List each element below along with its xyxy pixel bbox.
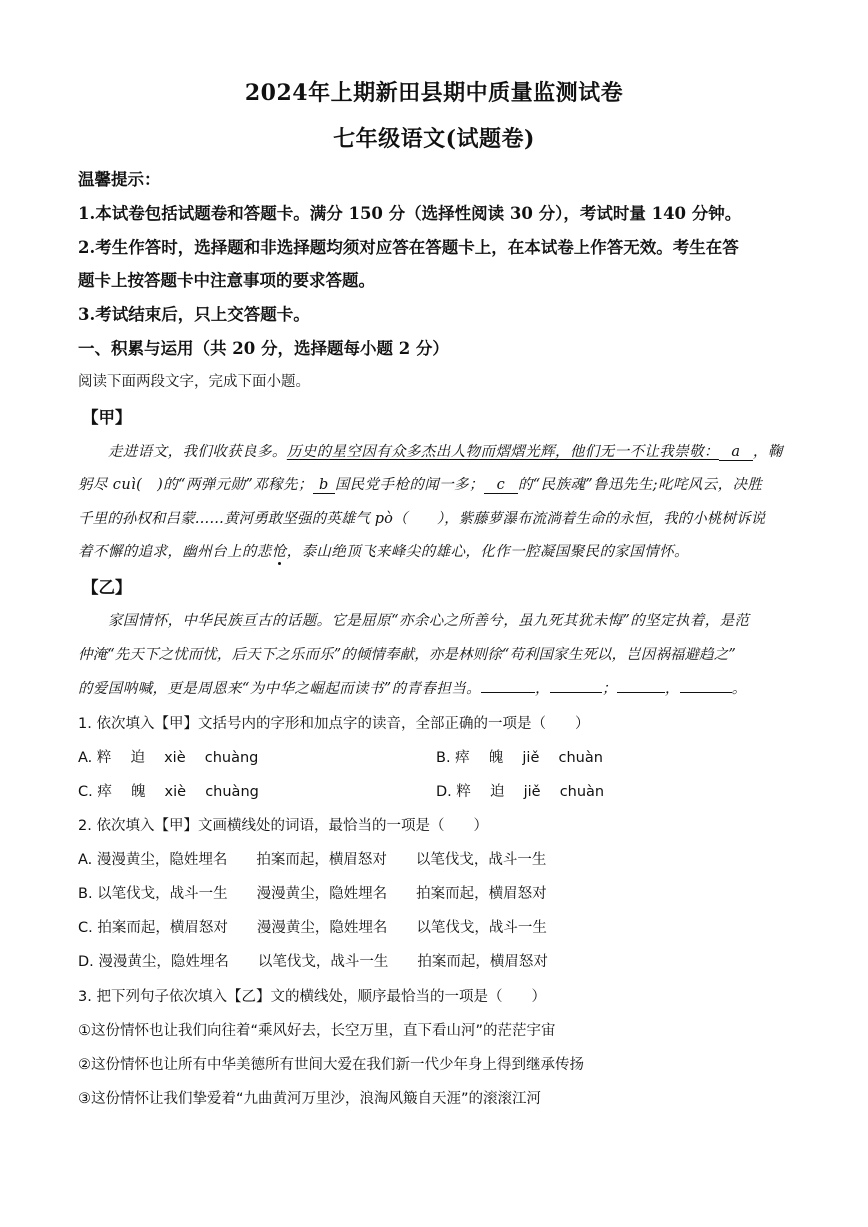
yi-sep-2: ； — [601, 681, 617, 697]
jia-l1-pre: 走进语文，我们收获良多。 — [108, 444, 287, 460]
yi-end: 。 — [731, 681, 747, 697]
q2-option-c[interactable]: C. 拍案而起，横眉怒对 漫漫黄尘，隐姓埋名 以笔伐戈，战斗一生 — [78, 920, 547, 936]
jia-l4-pre: 着不懈的追求，幽州台上的悲 — [78, 544, 272, 560]
jia-l2-a: 躬尽 cuì( )的“两弹元勋”邓稼先； — [78, 477, 313, 493]
jia-l1-post: ，鞠 — [752, 444, 783, 460]
jia-l1-underlined: 历史的星空因有众多杰出人物而熠熠光辉，他们无一不让我崇敬： — [286, 444, 719, 460]
exam-title: 2024年上期新田县期中质量监测试卷 — [244, 80, 624, 106]
passage-yi-line-2: 仲淹“先天下之忧而忧，后天下之乐而乐”的倾情奉献，亦是林则徐“苟利国家生死以，岂因祸福避趋之” — [78, 647, 736, 663]
jia-l4-post: ，泰山绝顶飞来峰尖的雄心，化作一腔凝国聚民的家国情怀。 — [286, 544, 689, 560]
yi-blank-2 — [550, 692, 602, 693]
notice-item-3: 3.考试结束后，只上交答题卡。 — [78, 305, 310, 324]
notice-item-2a: 2.考生作答时，选择题和非选择题均须对应答在答题卡上，在本试卷上作答无效。考生在答 — [78, 238, 739, 257]
notice-item-1: 1.本试卷包括试题卷和答题卡。满分 150 分（选择性阅读 30 分），考试时量 140 分钟。 — [78, 204, 742, 223]
passage-jia-line-3: 千里的孙权和吕蒙……黄河勇敢坚强的英雄气 pò（ ），紫藤萝瀑布流淌着生命的永恒，我的小桃树诉说 — [78, 511, 766, 527]
yi-blank-3 — [617, 692, 665, 693]
notice-item-2b: 题卡上按答题卡中注意事项的要求答题。 — [78, 271, 375, 290]
passage-yi-line-3 — [78, 677, 790, 698]
q1-option-a[interactable]: A. 粹 迫 xiè chuàng — [78, 750, 259, 766]
q1-stem: 1. 依次填入【甲】文括号内的字形和加点字的读音，全部正确的一项是（ ） — [78, 716, 590, 732]
section-intro: 阅读下面两段文字，完成下面小题。 — [78, 374, 310, 390]
notice-heading: 温馨提示： — [78, 170, 161, 189]
q1-option-b[interactable]: B. 瘁 魄 jiě chuàn — [436, 750, 603, 766]
q1-option-c[interactable]: C. 瘁 魄 xiè chuàng — [78, 784, 259, 800]
q2-option-d[interactable]: D. 漫漫黄尘，隐姓埋名 以笔伐戈，战斗一生 拍案而起，横眉怒对 — [78, 954, 548, 970]
yi-blank-1 — [481, 692, 535, 693]
exam-subtitle: 七年级语文(试题卷) — [333, 126, 535, 152]
yi-sep-3: ， — [664, 681, 680, 697]
jia-l4-dotted-char: 怆 — [271, 544, 287, 560]
passage-jia-label: 【甲】 — [82, 408, 132, 427]
q2-stem: 2. 依次填入【甲】文画横线处的词语，最恰当的一项是（ ） — [78, 818, 488, 834]
passage-jia-line-2 — [78, 473, 790, 494]
passage-yi-line-1: 家国情怀，中华民族亘古的话题。它是屈原“亦余心之所善兮，虽九死其犹未悔”的坚定执着，是范 — [108, 613, 750, 629]
q1-option-d[interactable]: D. 粹 迫 jiě chuàn — [436, 784, 605, 800]
q3-sentence-3: ③这份情怀让我们挚爱着“九曲黄河万里沙，浪淘风簸自天涯”的滚滚江河 — [78, 1091, 542, 1107]
yi-sep-1: ， — [535, 681, 550, 697]
passage-jia-line-1 — [108, 440, 820, 461]
blank-a: a — [719, 444, 753, 461]
q3-stem: 3. 把下列句子依次填入【乙】文的横线处，顺序最恰当的一项是（ ） — [78, 989, 546, 1005]
q3-sentence-1: ①这份情怀也让我们向往着“乘风好去，长空万里，直下看山河”的茫茫宇宙 — [78, 1023, 556, 1039]
yi-blank-4 — [680, 692, 732, 693]
q3-sentence-2: ②这份情怀也让所有中华美德所有世间大爱在我们新一代少年身上得到继承传扬 — [78, 1057, 584, 1073]
yi-l3-text: 的爱国呐喊，更是周恩来“为中华之崛起而读书”的青春担当。 — [78, 681, 482, 697]
q2-option-b[interactable]: B. 以笔伐戈，战斗一生 漫漫黄尘，隐姓埋名 拍案而起，横眉怒对 — [78, 886, 547, 902]
passage-jia-line-4 — [78, 540, 790, 561]
passage-yi-label: 【乙】 — [82, 578, 132, 597]
blank-c: c — [484, 477, 518, 494]
q2-option-a[interactable]: A. 漫漫黄尘，隐姓埋名 拍案而起，横眉怒对 以笔伐戈，战斗一生 — [78, 852, 547, 868]
jia-l2-c-pre: 国民党手枪的闻一多； — [334, 477, 484, 493]
section-heading: 一、积累与运用（共 20 分，选择题每小题 2 分） — [78, 339, 449, 358]
jia-l2-post: 的“民族魂”鲁迅先生;叱咤风云，决胜 — [517, 477, 763, 493]
blank-b: b — [313, 477, 335, 494]
